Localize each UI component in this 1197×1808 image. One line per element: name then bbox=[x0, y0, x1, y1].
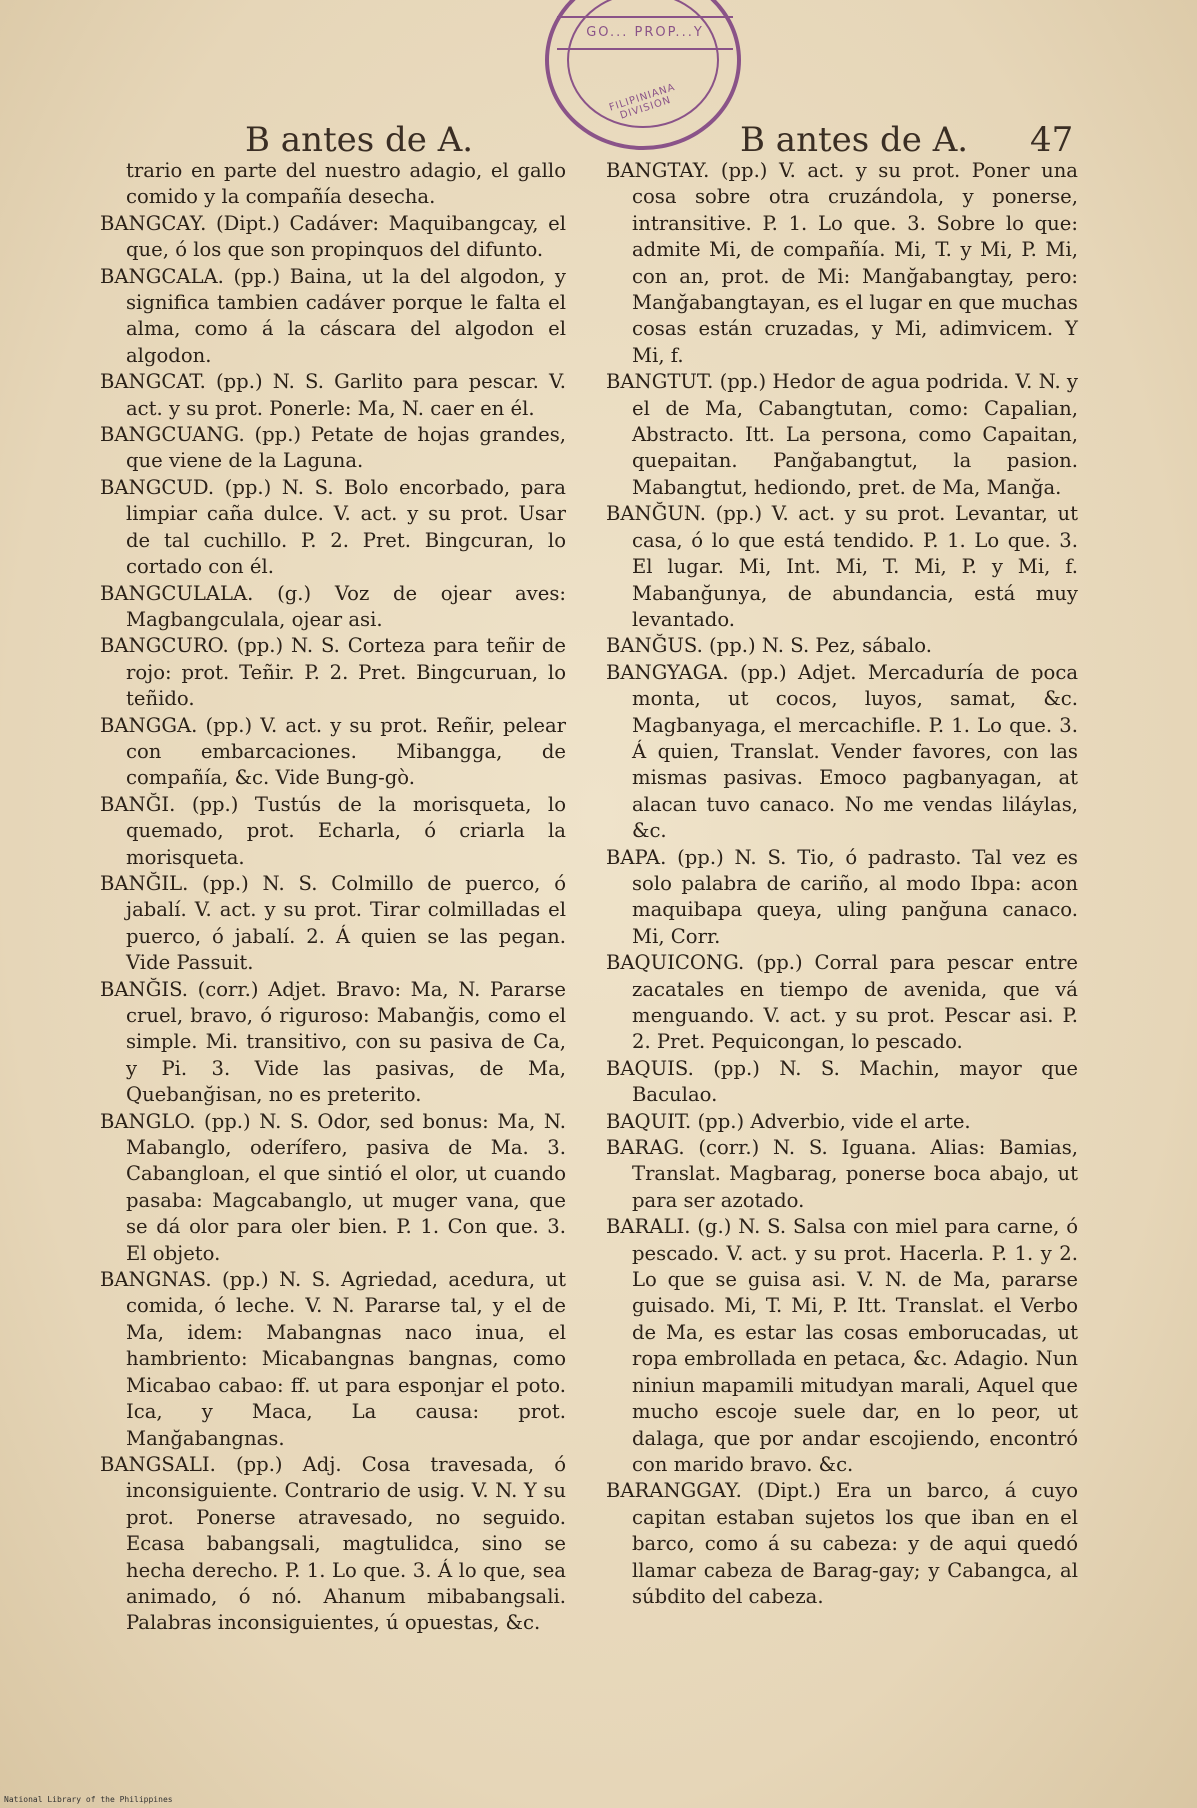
running-head-left: B antes de A. bbox=[245, 120, 474, 160]
left-column bbox=[100, 158, 566, 1637]
dictionary-entry: BANGTUT. (pp.) Hedor de agua podrida. V. N. y el de Ma, Cabangtutan, como: Capalian, Abstracto. Itt. La persona, como Capaitan, quepaitan. Panğabangtut, la pasion. Mabangtut, hediondo, pret. de Ma, Manğa. bbox=[606, 370, 1078, 499]
dictionary-entry: BANGNAS. (pp.) N. S. Agriedad, acedura, ut comida, ó leche. V. N. Pararse tal, y el de Ma, idem: Mabangnas naco inua, el hambriento: Micabangnas bangnas, como Micabao cabao: ff. ut para esponjar el poto. Ica, y Maca, La causa: prot. Manğabangnas. bbox=[100, 1268, 566, 1450]
dictionary-entry: BANGCUD. (pp.) N. S. Bolo encorbado, para limpiar caña dulce. V. act. y su prot. Usar de tal cuchillo. P. 2. Pret. Bingcuran, lo cortado con él. bbox=[100, 475, 566, 579]
dictionary-entry: BANGTAY. (pp.) V. act. y su prot. Poner una cosa sobre otra cruzándola, y ponerse, intransitive. P. 1. Lo que. 3. Sobre lo que: admite Mi, de compañía. Mi, T. y Mi, P. Mi, con an, prot. de Mi: Manğabangtay, pero: Manğabangtayan, es el lugar en que muchas cosas están cruzadas, y Mi, adimvicem. Y Mi, f. bbox=[606, 159, 1078, 367]
dictionary-entry: BANGLO. (pp.) N. S. Odor, sed bonus: Ma, N. Mabanglo, oderífero, pasiva de Ma. 3. Cabangloan, el que sintió el olor, ut cuando pasaba: Magcabanglo, ut muger vana, que se dá olor para oler bien. P. 1. Con que. 3. El objeto. bbox=[100, 1109, 566, 1265]
dictionary-entry: BANĞIS. (corr.) Adjet. Bravo: Ma, N. Pararse cruel, bravo, ó riguroso: Mabanğis, como el simple. Mi. transitivo, con su pasiva de Ca, y Pi. 3. Vide las pasivas, de Ma, Quebanğisan, no es preterito. bbox=[100, 977, 566, 1107]
dictionary-entry: BANGCAY. (Dipt.) Cadáver: Maquibangcay, el que, ó los que son propinquos del difunto. bbox=[100, 211, 566, 262]
page-number: 47 bbox=[1030, 120, 1074, 160]
footer-credit: National Library of the Philippines bbox=[4, 1795, 173, 1804]
dictionary-entry: BANGCUANG. (pp.) Petate de hojas grandes, que viene de la Laguna. bbox=[100, 423, 566, 473]
stamp-bottom-text: FILIPINIANA DIVISION bbox=[607, 81, 677, 122]
dictionary-entry: BAQUIT. (pp.) Adverbio, vide el arte. bbox=[606, 1109, 971, 1133]
dictionary-entry: BARALI. (g.) N. S. Salsa con miel para carne, ó pescado. V. act. y su prot. Hacerla. P. 1. y 2. Lo que se guisa asi. V. N. de Ma, pararse guisado. Mi, T. Mi, P. Itt. Translat. el Verbo de Ma, es estar las cosas emborucadas, ut ropa embrollada en petaca, &c. Adagio. Nun niniun mapamili mitudyan marali, Aquel que mucho escoje suele dar, en lo peor, ut dalaga, que por andar escojiendo, encontró con marido bravo. &c. bbox=[606, 1215, 1078, 1476]
dictionary-entry: BAQUIS. (pp.) N. S. Machin, mayor que Baculao. bbox=[606, 1056, 1078, 1107]
dictionary-entry: BANGSALI. (pp.) Adj. Cosa travesada, ó inconsiguiente. Contrario de usig. V. N. Y su prot. Ponerse atravesado, no seguido. Ecasa babangsali, magtulidca, sino se hecha derecho. P. 1. Lo que. 3. Á lo que, sea animado, ó nó. Ahanum mibabangsali. Palabras inconsiguientes, ú opuestas, &c. bbox=[100, 1452, 566, 1635]
dictionary-entry: BAQUICONG. (pp.) Corral para pescar entre zacatales en tiempo de avenida, que vá menguando. V. act. y su prot. Pescar asi. P. 2. Pret. Pequicongan, lo pescado. bbox=[606, 951, 1078, 1054]
dictionary-entry: BANGGA. (pp.) V. act. y su prot. Reñir, pelear con embarcaciones. Mibangga, de compañía, &c. Vide Bung-gò. bbox=[100, 713, 566, 790]
dictionary-entry: BANĞUS. (pp.) N. S. Pez, sábalo. bbox=[606, 634, 932, 658]
running-head-right: B antes de A. bbox=[740, 120, 969, 160]
dictionary-entry: BANGCAT. (pp.) N. S. Garlito para pescar. V. act. y su prot. Ponerle: Ma, N. caer en él. bbox=[100, 370, 566, 420]
dictionary-entry: BANGYAGA. (pp.) Adjet. Mercaduría de poca monta, ut cocos, luyos, samat, &c. Magbanyaga, el mercachifle. P. 1. Lo que. 3. Á quien, Translat. Vender favores, con las mismas pasivas. Emoco pagbanyagan, at alacan tuvo canaco. No me vendas liláylas, &c. bbox=[606, 660, 1078, 843]
library-stamp bbox=[545, 0, 741, 150]
dictionary-entry: BANĞIL. (pp.) N. S. Colmillo de puerco, ó jabalí. V. act. y su prot. Tirar colmilladas el puerco, ó jabalí. 2. Á quien se las pegan. Vide Passuit. bbox=[100, 871, 566, 975]
dictionary-entry: BANGCULALA. (g.) Voz de ojear aves: Magbangculala, ojear asi. bbox=[100, 581, 566, 631]
dictionary-entry: BARANGGAY. (Dipt.) Era un barco, á cuyo capitan estaban sujetos los que iban en el barco, como á su cabeza: y de aqui quedó llamar cabeza de Barag-gay; y Cabangca, al súbdito del cabeza. bbox=[606, 1479, 1078, 1608]
dictionary-entry: trario en parte del nuestro adagio, el gallo comido y la compañía desecha. bbox=[126, 159, 566, 209]
dictionary-entry: BANGCALA. (pp.) Baina, ut la del algodon, y significa tambien cadáver porque le falta el alma, como á la cáscara del algodon el algodon. bbox=[100, 264, 566, 367]
right-column bbox=[606, 158, 1078, 1610]
dictionary-entry: BARAG. (corr.) N. S. Iguana. Alias: Bamias, Translat. Magbarag, ponerse boca abajo, ut para ser azotado. bbox=[606, 1136, 1078, 1212]
dictionary-entry: BAPA. (pp.) N. S. Tio, ó padrasto. Tal vez es solo palabra de cariño, al modo Ibpa: acon maquibapa queya, uling panğuna canaco. Mi, Corr. bbox=[606, 845, 1078, 948]
dictionary-entry: BANGCURO. (pp.) N. S. Corteza para teñir de rojo: prot. Teñir. P. 2. Pret. Bingcuruan, lo teñido. bbox=[100, 634, 566, 711]
dictionary-entry: BANĞUN. (pp.) V. act. y su prot. Levantar, ut casa, ó lo que está tendido. P. 1. Lo que. 3. El lugar. Mi, Int. Mi, T. Mi, P. y Mi, f. Mabanğunya, de abundancia, está muy levantado. bbox=[606, 502, 1078, 631]
stamp-band-text: GO... PROP...Y bbox=[557, 16, 733, 50]
dictionary-entry: BANĞI. (pp.) Tustús de la morisqueta, lo quemado, prot. Echarla, ó criarla la morisqueta. bbox=[100, 792, 566, 869]
